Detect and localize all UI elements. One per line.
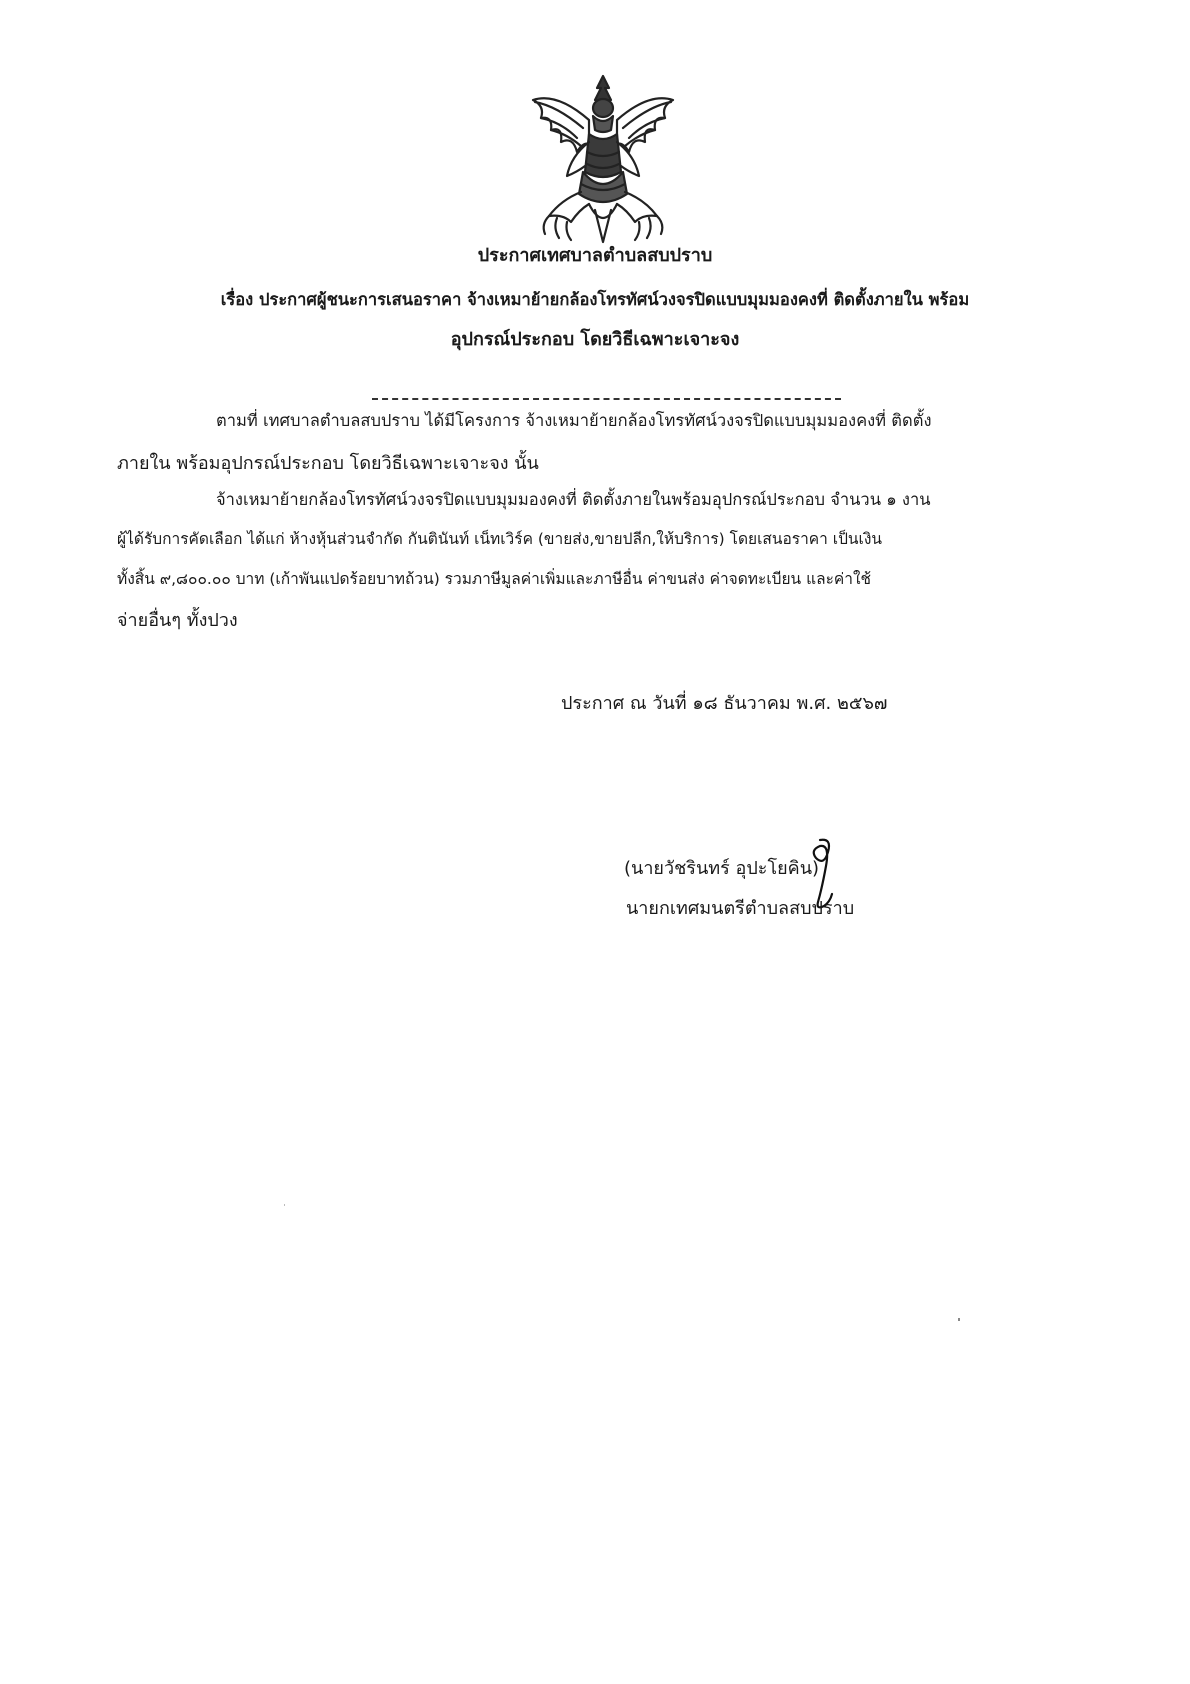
paragraph-2-line-1: จ้างเหมาย้ายกล้องโทรทัศน์วงจรปิดแบบมุมมองคงที่ ติดตั้งภายในพร้อมอุปกรณ์ประกอบ จำนวน ๑ งาน [216,490,931,509]
subject-line-1: เรื่อง ประกาศผู้ชนะการเสนอราคา จ้างเหมาย้ายกล้องโทรทัศน์วงจรปิดแบบมุมมองคงที่ ติดตั้งภายใน พร้อม [220,290,970,309]
signatory-position: นายกเทศมนตรีตำบลสบปราบ [626,898,855,919]
office-title: ประกาศเทศบาลตำบลสบปราบ [477,245,713,266]
paragraph-1-line-1: ตามที่ เทศบาลตำบลสบปราบ ได้มีโครงการ จ้างเหมาย้ายกล้องโทรทัศน์วงจรปิดแบบมุมมองคงที่ ติดตั้ง [216,411,932,430]
paragraph-2-line-3: ทั้งสิ้น ๙,๘๐๐.๐๐ บาท (เก้าพันแปดร้อยบาทถ้วน) รวมภาษีมูลค่าเพิ่มและภาษีอื่น ค่าขนส่ง ค่าจดทะเบียน และค่าใช้ [117,570,872,588]
signatory-name: (นายวัชรินทร์ อุปะโยคิน) [624,858,820,879]
paragraph-1-line-2: ภายใน พร้อมอุปกรณ์ประกอบ โดยวิธีเฉพาะเจาะจง นั้น [117,453,539,474]
paragraph-2-line-2: ผู้ได้รับการคัดเลือก ได้แก่ ห้างหุ้นส่วนจำกัด กันตินันท์ เน็ทเวิร์ค (ขายส่ง,ขายปลีก,ให้บริการ) โดยเสนอราคา เป็นเงิน [117,530,882,548]
scan-speck [958,1318,960,1321]
garuda-emblem-icon [527,72,679,246]
subject-line-2: อุปกรณ์ประกอบ โดยวิธีเฉพาะเจาะจง [450,329,740,350]
dashed-divider [372,398,841,400]
paragraph-2-line-4: จ่ายอื่นๆ ทั้งปวง [117,610,238,631]
announcement-date: ประกาศ ณ วันที่ ๑๘ ธันวาคม พ.ศ. ๒๕๖๗ [561,693,888,714]
scan-speck [284,1204,285,1206]
